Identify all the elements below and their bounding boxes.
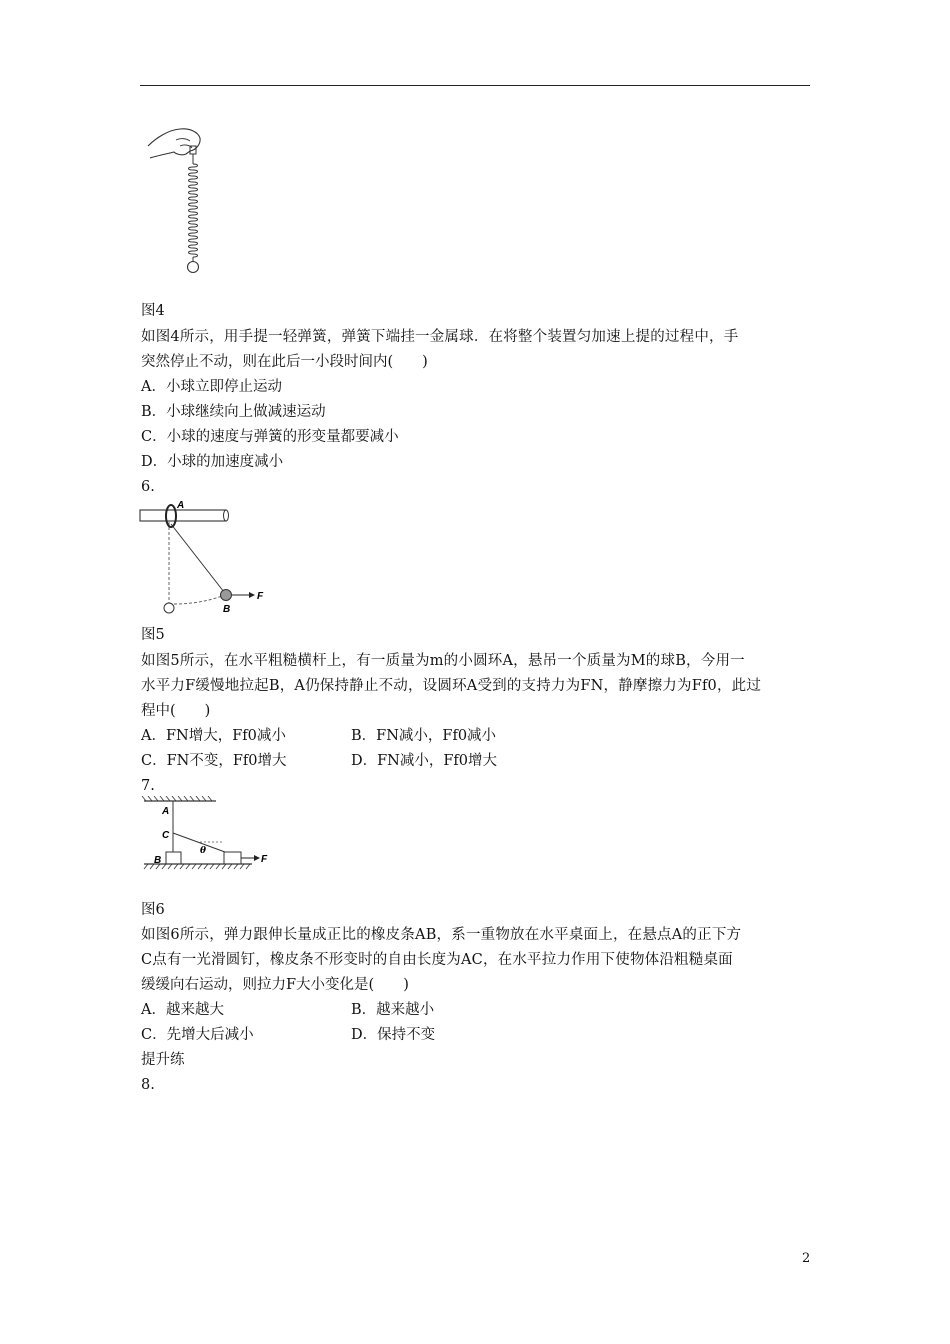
- q7-stem-line-3: 缓缓向右运动，则拉力F大小变化是( ): [141, 977, 409, 993]
- q5-stem-line-2: 突然停止不动，则在此后一小段时间内( ): [141, 354, 428, 370]
- page-number: 2: [802, 1251, 811, 1266]
- q7-stem-line-2: C点有一光滑圆钉，橡皮条不形变时的自由长度为AC，在水平拉力作用下使物体沿粗糙桌面: [141, 952, 733, 968]
- q7-option-a: A．越来越大: [141, 1002, 224, 1018]
- figure-6-rubber-band: [140, 796, 270, 874]
- fig6-label-f: F: [261, 854, 268, 865]
- q6-option-d: D．FN减小，Ff0增大: [351, 753, 498, 769]
- q6-option-a: A．FN增大，Ff0减小: [141, 728, 286, 744]
- q6-option-b: B．FN减小，Ff0减小: [351, 728, 497, 744]
- q6-stem-line-2: 水平力F缓慢地拉起B，A仍保持静止不动，设圆环A受到的支持力为FN，静摩擦力为Ff0，此过: [141, 678, 762, 694]
- q6-option-c: C．FN不变，Ff0增大: [141, 753, 287, 769]
- q5-option-d: D．小球的加速度减小: [141, 454, 284, 470]
- figure-5-ring-pendulum: [138, 500, 268, 618]
- q7-option-c: C．先增大后减小: [141, 1027, 254, 1043]
- section-heading: 提升练: [141, 1052, 185, 1068]
- fig5-label-a: A: [177, 500, 185, 511]
- fig6-label-c: C: [162, 830, 170, 841]
- header-rule: [140, 85, 810, 86]
- fig5-label-f: F: [257, 591, 264, 602]
- q5-option-c: C．小球的速度与弹簧的形变量都要减小: [141, 429, 399, 445]
- fig6-label-b: B: [154, 855, 162, 866]
- q6-number: 6.: [141, 479, 155, 495]
- figure-4-caption: 图4: [141, 303, 165, 319]
- q7-option-b: B．越来越小: [351, 1002, 435, 1018]
- q7-number: 7.: [141, 778, 155, 794]
- q6-stem-line-1: 如图5所示，在水平粗糙横杆上，有一质量为m的小圆环A，悬吊一个质量为M的球B，今用一: [141, 653, 745, 669]
- figure-6-caption: 图6: [141, 902, 165, 918]
- q5-option-b: B．小球继续向上做减速运动: [141, 404, 326, 420]
- q5-stem-line-1: 如图4所示，用手提一轻弹簧，弹簧下端挂一金属球．在将整个装置匀加速上提的过程中，手: [141, 329, 739, 345]
- fig5-label-b: B: [223, 604, 231, 615]
- q7-option-d: D．保持不变: [351, 1027, 436, 1043]
- q8-number: 8.: [141, 1077, 155, 1093]
- figure-4-hand-spring: [146, 124, 216, 279]
- figure-5-caption: 图5: [141, 627, 165, 643]
- fig6-label-a: A: [162, 806, 170, 817]
- q7-stem-line-1: 如图6所示，弹力跟伸长量成正比的橡皮条AB，系一重物放在水平桌面上，在悬点A的正下方: [141, 927, 742, 943]
- fig6-label-theta: θ: [200, 846, 207, 856]
- q5-option-a: A．小球立即停止运动: [141, 379, 282, 395]
- q6-stem-line-3: 程中( ): [141, 703, 211, 719]
